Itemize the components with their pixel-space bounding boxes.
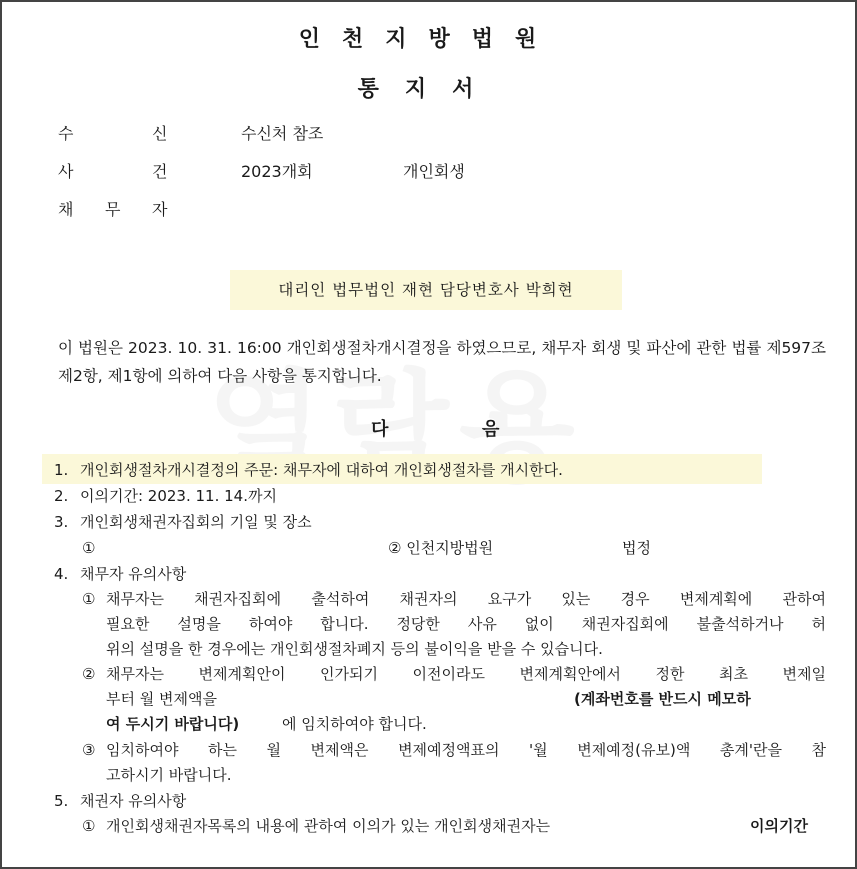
item-3-circle-1: ①: [82, 539, 96, 557]
item-2-number: 2.: [54, 487, 69, 505]
item-4-1-mark: ①: [82, 590, 96, 608]
item-4-3-line-2: 고하시기 바랍니다.: [106, 766, 232, 784]
recipient-value: 수신처 참조: [241, 124, 324, 143]
item-2-text: 이의기간: 2023. 11. 14.까지: [80, 487, 277, 505]
item-3-number: 3.: [54, 513, 69, 531]
item-5-number: 5.: [54, 792, 69, 810]
item-4-3-mark: ③: [82, 741, 96, 759]
item-5-text: 채권자 유의사항: [80, 792, 187, 810]
notice-document: 인천지방법원 통지서 수신처 참조 2023개회 개인회생 수 신 사 건 채 무 자 대리인 법무법인 재현 담당변호사 박희현 이 법원은 2023. 10. 31. 16:00 개인회생절차개시결정을 하였으므로, 채무자 회생 및 파산에 관한 법률 제597조 제2항, 제1항에 의하여 다음 사항을 통지합니다. 다 음 1. 개인회생절차개시결정의 주문: 채무자에 대하여 개인회생절차를 개시한다. 2. 이의기간: 2023. 11. 14.까지 3. 개인회생채권자집회의 기일 및 장소 ① ② 인천지방법원 법정 4. 채무자 유의사항 ① 채무자는 채권자집회에 출석하여 채권자의 요구가 있는 경우 변제계획에 관하여 필요한 설명을 하여야 합니다. 정당한 사유 없이 채권자집회에 불출석하거나 허 위의 설명을 한 경우에는 개인회생절차폐지 등의 불이익을 받을 수 있습니다. ② 채무자는 변제계획안이 인가되기 이전이라도 변제계획안에서 정한 최초 변제일 부터 월 변제액을 (계좌번호를 반드시 메모하 여 두시기 바랍니다) 에 임치하여야 합니다. ③ 임치하여야 하는 월 변제액은 변제예정액표의 '월 변제예정(유보)액 총계'란을 참 고하시기 바랍니다. 5. 채권자 유의사항 ① 개인회생채권자목록의 내용에 관하여 이의가 있는 개인회생채권자는 이의기간: [0, 0, 857, 869]
item-4-1-line-2: 필요한 설명을 하여야 합니다. 정당한 사유 없이 채권자집회에 불출석하거나 허: [106, 615, 826, 633]
item-4-1-line-3: 위의 설명을 한 경우에는 개인회생절차폐지 등의 불이익을 받을 수 있습니다.: [106, 640, 603, 658]
item-3-court-room: 법정: [622, 539, 651, 557]
item-4-number: 4.: [54, 565, 69, 583]
item-4-1-line-1: 채무자는 채권자집회에 출석하여 채권자의 요구가 있는 경우 변제계획에 관하여: [106, 590, 826, 608]
heading-da: 다: [371, 419, 389, 440]
case-number: 2023개회: [241, 162, 313, 181]
item-4-2-line-3b: 에 임치하여야 합니다.: [282, 715, 427, 733]
item-5-1-line-1b: 이의기간: [750, 817, 808, 835]
item-4-3-line-1: 임치하여야 하는 월 변제액은 변제예정액표의 '월 변제예정(유보)액 총계'란을 참: [106, 741, 826, 759]
item-3-place: ② 인천지방법원: [388, 539, 494, 557]
item-4-2-line-3a: 여 두시기 바랍니다): [106, 715, 240, 733]
document-title: 통지서: [357, 77, 500, 102]
item-3-text: 개인회생채권자집회의 기일 및 장소: [80, 513, 312, 531]
heading-eum: 음: [482, 419, 500, 440]
item-1-number: 1.: [54, 461, 69, 479]
item-4-text: 채무자 유의사항: [80, 565, 187, 583]
item-5-1-line-1a: 개인회생채권자목록의 내용에 관하여 이의가 있는 개인회생채권자는: [106, 817, 551, 835]
item-4-2-line-2b: (계좌번호를 반드시 메모하: [574, 690, 751, 708]
item-4-2-line-1: 채무자는 변제계획안이 인가되기 이전이라도 변제계획안에서 정한 최초 변제일: [106, 665, 826, 683]
item-5-1-mark: ①: [82, 817, 96, 835]
case-type: 개인회생: [403, 162, 465, 181]
court-name: 인천지방법원: [298, 27, 559, 52]
item-4-2-line-2a: 부터 월 변제액을: [106, 690, 217, 708]
agent-line: 대리인 법무법인 재현 담당변호사 박희현: [230, 270, 622, 310]
item-4-2-mark: ②: [82, 665, 96, 683]
item-1-text: 개인회생절차개시결정의 주문: 채무자에 대하여 개인회생절차를 개시한다.: [80, 461, 563, 479]
intro-paragraph: 이 법원은 2023. 10. 31. 16:00 개인회생절차개시결정을 하였으므로, 채무자 회생 및 파산에 관한 법률 제597조 제2항, 제1항에 의하여 다음 사항을 통지합니다.: [58, 339, 826, 385]
